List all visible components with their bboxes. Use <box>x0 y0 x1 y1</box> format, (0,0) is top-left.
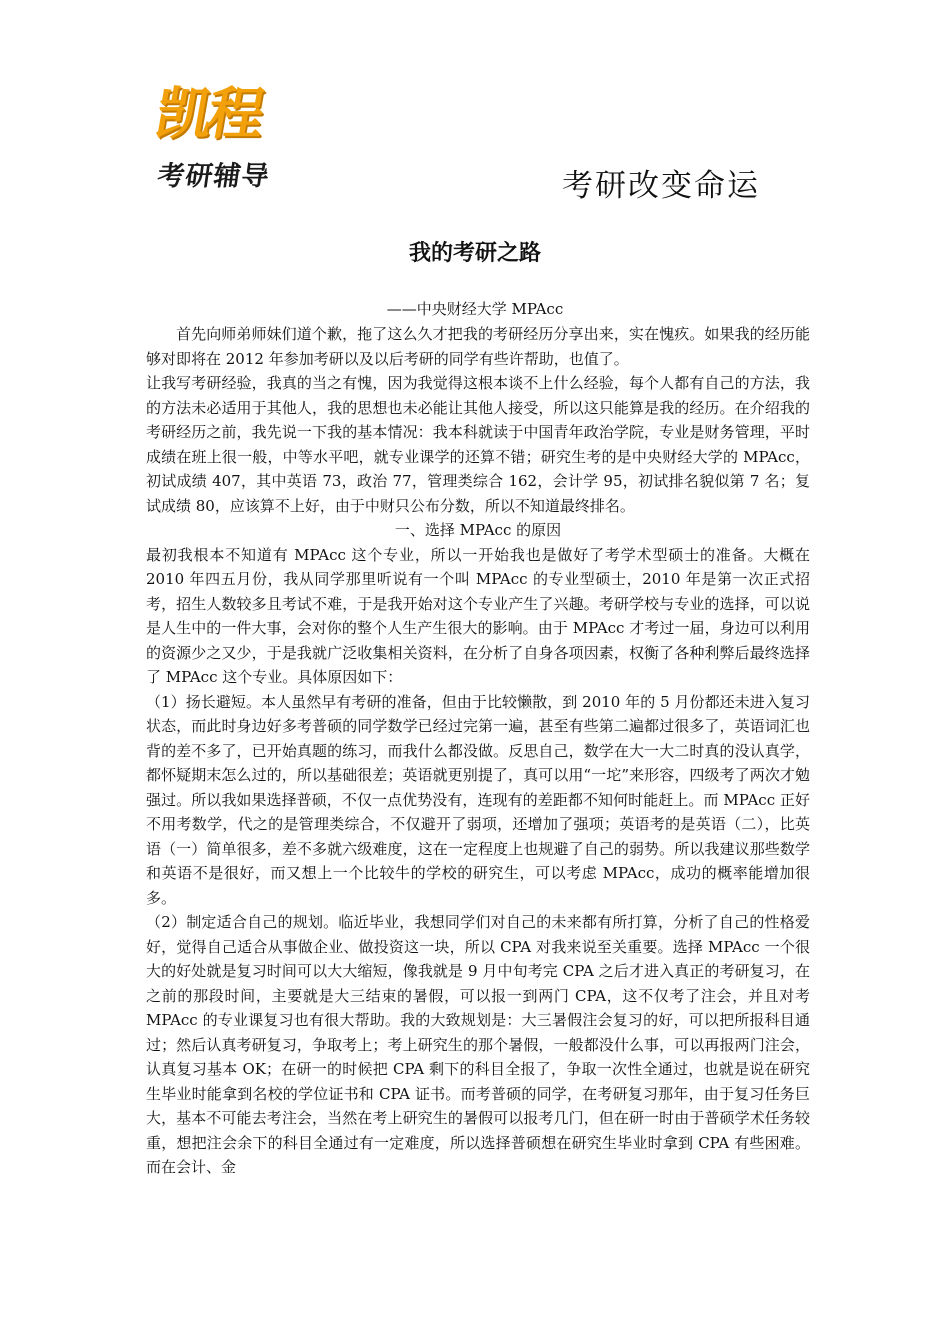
kaicheng-logo <box>150 74 300 198</box>
header-slogan: 考研改变命运 <box>562 168 760 204</box>
logo-subtitle: 考研辅导 <box>155 161 272 192</box>
paragraph-intro: 首先向师弟师妹们道个歉，拖了这么久才把我的考研经历分享出来，实在愧疚。如果我的经历能够对即将在 2012 年参加考研以及以后考研的同学有些许帮助，也值了。 <box>146 325 810 368</box>
section-heading: 一、选择 MPAcc 的原因 <box>394 521 562 539</box>
paragraph-background: 让我写考研经验，我真的当之有愧，因为我觉得这根本谈不上什么经验，每个人都有自己的方法，我的方法未必适用于其他人，我的思想也未必能让其他人接受，所以这只能算是我的经历。在介绍我的考研经历之前，我先说一下我的基本情况：我本科就读于中国青年政治学院，专业是财务管理，平时成绩在班上很一般，中等水平吧，就专业课学的还算不错；研究生考的是中央财经大学的 MPAcc，初试成绩 407，其中英语 73，政治 77，管理类综合 162，会计学 95，初试排名貌似第 7 名；复试成绩 80，应该算不上好，由于中财只公布分数，所以不知道最终排名。 <box>146 374 810 515</box>
article-body <box>146 322 810 1180</box>
article-subtitle: ——中央财经大学 MPAcc <box>386 300 564 318</box>
paragraph-reason-1: （1）扬长避短。本人虽然早有考研的准备，但由于比较懒散，到 2010 年的 5 月份都还未进入复习状态，而此时身边好多考普硕的同学数学已经过完第一遍，甚至有些第二遍都过很多了，英语词汇也背的差不多了，已开始真题的练习，而我什么都没做。反思自己，数学在大一大二时真的没认真学，都怀疑期末怎么过的，所以基础很差；英语就更别提了，真可以用“一坨”来形容，四级考了两次才勉强过。所以我如果选择普硕，不仅一点优势没有，连现有的差距都不知何时能赶上。而 MPAcc 正好不用考数学，代之的是管理类综合，不仅避开了弱项，还增加了强项；英语考的是英语（二），比英语（一）简单很多，差不多就六级难度，这在一定程度上也规避了自己的弱势。所以我建议那些数学和英语不是很好，而又想上一个比较牛的学校的研究生，可以考虑 MPAcc，成功的概率能增加很多。 <box>146 692 810 907</box>
paragraph-choice: 最初我根本不知道有 MPAcc 这个专业，所以一开始我也是做好了考学术型硕士的准备。大概在 2010 年四五月份，我从同学那里听说有一个叫 MPAcc 的专业型硕士，2010 年是第一次正式招考，招生人数较多且考试不难，于是我开始对这个专业产生了兴趣。考研学校与专业的选择，可以说是人生中的一件大事，会对你的整个人生产生很大的影响。由于 MPAcc 才考过一届，身边可以利用的资源少之又少，于是我就广泛收集相关资料，在分析了自身各项因素，权衡了各种利弊后最终选择了 MPAcc 这个专业。具体原因如下： <box>146 545 810 686</box>
article-title: 我的考研之路 <box>408 241 541 266</box>
paragraph-reason-2: （2）制定适合自己的规划。临近毕业，我想同学们对自己的未来都有所打算，分析了自己的性格爱好，觉得自己适合从事做企业、做投资这一块，所以 CPA 对我来说至关重要。选择 MPAcc 一个很大的好处就是复习时间可以大大缩短，像我就是 9 月中旬考完 CPA 之后才进入真正的考研复习，在之前的那段时间，主要就是大三结束的暑假，可以报一到两门 CPA，这不仅考了注会，并且对考 MPAcc 的专业课复习也有很大帮助。我的大致规划是：大三暑假注会复习的好，可以把所报科目通过；然后认真考研复习，争取考上；考上研究生的那个暑假，一般都没什么事，可以再报两门注会，认真复习基本 OK；在研一的时候把 CPA 剩下的科目全报了，争取一次性全通过，也就是说在研究生毕业时能拿到名校的学位证书和 CPA 证书。而考普硕的同学，在考研复习那年，由于复习任务巨大，基本不可能去考注会，当然在考上研究生的暑假可以报考几门，但在研一时由于普硕学术任务较重，想把注会余下的科目全通过有一定难度，所以选择普硕想在研究生毕业时拿到 CPA 有些困难。而在会计、金 <box>146 913 810 1176</box>
logo-brand-text: 凯程 <box>150 82 266 147</box>
